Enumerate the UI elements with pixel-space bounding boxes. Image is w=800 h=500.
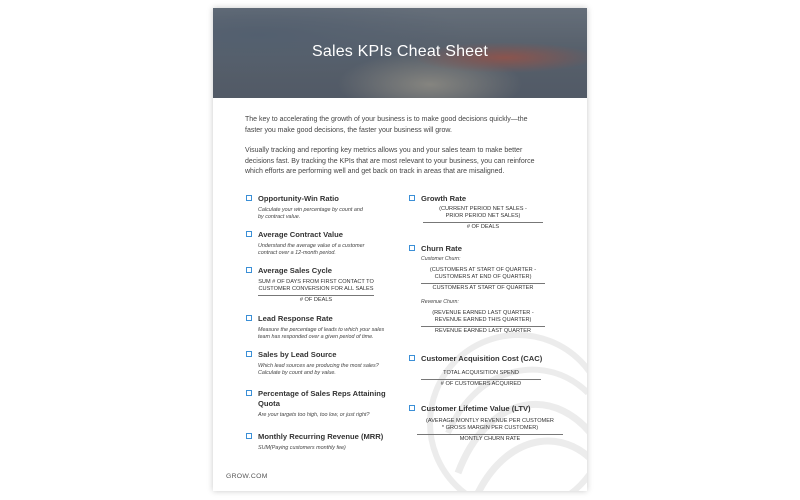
page-title: Sales KPIs Cheat Sheet [311,43,489,60]
checkbox-icon[interactable] [409,355,415,361]
checkbox-icon[interactable] [246,231,252,237]
kpi-title-line-1: Percentage of Sales Reps Attaining [258,389,386,398]
kpi-description-line-1: Which lead sources are producing the most sales? [258,363,379,369]
intro-p2-line-3: which efforts are performing well and get back on track in areas that are misaligned. [245,168,505,175]
customer-churn-label: Customer Churn: [421,256,461,262]
formula-numerator-line-1: SUM # OF DAYS FROM FIRST CONTACT TO [258,279,374,285]
formula-numerator: TOTAL ACQUISITION SPEND [443,370,519,376]
cheat-sheet-page [213,8,587,491]
intro-p1-line-2: faster you make good decisions, the faster your business will grow. [245,126,452,134]
kpi-description-line-1: Understand the average value of a customer [258,243,365,249]
checkbox-icon[interactable] [246,195,252,201]
formula-denominator: # OF CUSTOMERS ACQUIRED [440,381,522,387]
formula-numerator-line-2: PRIOR PERIOD NET SALES) [445,213,521,219]
formula-divider [421,379,541,380]
kpi-title: Average Sales Cycle [258,266,333,275]
formula-divider [417,434,563,435]
kpi-description-line-2: by contract value. [258,214,301,220]
formula-divider [423,222,543,223]
checkbox-icon[interactable] [246,351,252,357]
revenue-churn-numerator-line-1: (REVENUE EARNED LAST QUARTER - [432,310,534,316]
kpi-title: Churn Rate [421,244,462,253]
checkbox-icon[interactable] [246,433,252,439]
header-banner [213,8,587,98]
kpi-description-line-2: contract over a 12-month period. [258,250,336,256]
kpi-title: Sales by Lead Source [258,350,337,359]
kpi-description-line-1: SUM(Paying customers monthly fee) [258,445,346,451]
formula-numerator-line-1: (AVERAGE MONTLY REVENUE PER CUSTOMER [426,418,554,424]
checkbox-icon[interactable] [246,315,252,321]
kpi-title: Lead Response Rate [258,314,333,323]
checkbox-icon[interactable] [409,405,415,411]
kpi-description-line-2: team has responded over a given period of time. [258,334,374,340]
checkbox-icon[interactable] [246,390,252,396]
revenue-churn-label: Revenue Churn: [421,299,459,305]
intro-paragraph-2 [245,146,557,178]
formula-numerator-line-2: * GROSS MARGIN PER CUSTOMER) [441,425,539,431]
revenue-churn-denominator: REVENUE EARNED LAST QUARTER [434,328,532,334]
kpi-description-line-2: Calculate by count and by value. [258,370,336,376]
revenue-churn-divider [421,326,545,327]
formula-numerator-line-2: CUSTOMER CONVERSION FOR ALL SALES [258,286,374,292]
kpi-title-line-2: Quota [258,399,280,408]
kpi-description-line-1: Are your targets too high, too low, or just right? [258,412,370,418]
formula-denominator: # OF DEALS [299,297,333,303]
customer-churn-denominator: CUSTOMERS AT START OF QUARTER [432,285,534,291]
intro-p2-line-2: decisions fast. By tracking the KPIs that are most relevant to your business, you can reinforce [245,157,535,165]
formula-denominator: MONTLY CHURN RATE [459,436,521,442]
kpi-title: Customer Lifetime Value (LTV) [421,404,531,413]
intro-p2-line-1: Visually tracking and reporting key metrics allows you and your sales team to make better [245,147,523,154]
left-kpi-column [246,194,416,464]
checkbox-icon[interactable] [246,267,252,273]
customer-churn-divider [421,283,545,284]
formula-denominator: # OF DEALS [466,224,500,230]
kpi-title: Growth Rate [421,194,467,203]
kpi-title: Customer Acquisition Cost (CAC) [421,354,543,363]
checkbox-icon[interactable] [409,195,415,201]
kpi-title: Opportunity-Win Ratio [258,194,339,203]
intro-paragraph-1 [245,115,557,136]
revenue-churn-numerator-line-2: REVENUE EARNED THIS QUARTER) [434,317,532,323]
right-kpi-column [409,194,579,464]
intro-p1-line-1: The key to accelerating the growth of your business is to make good decisions quickly—the [245,116,528,123]
footer-brand: GROW.COM [226,473,268,480]
kpi-title: Monthly Recurring Revenue (MRR) [258,432,384,441]
customer-churn-numerator-line-2: CUSTOMERS AT END OF QUARTER) [434,274,532,280]
kpi-description-line-1: Calculate your win percentage by count and [258,207,363,213]
formula-numerator-line-1: (CURRENT PERIOD NET SALES - [439,206,527,212]
kpi-title: Average Contract Value [258,230,343,239]
customer-churn-numerator-line-1: (CUSTOMERS AT START OF QUARTER - [429,267,537,273]
checkbox-icon[interactable] [409,245,415,251]
kpi-description-line-1: Measure the percentage of leads to which your sales [258,327,385,333]
formula-divider [258,295,374,296]
